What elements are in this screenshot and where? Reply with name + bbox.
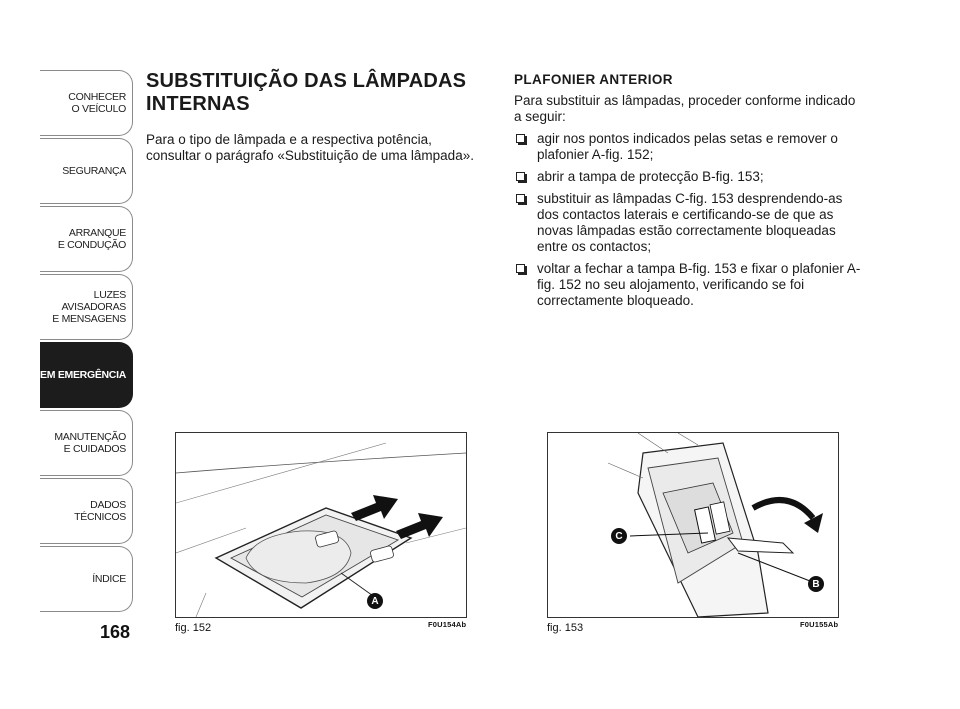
tab-em-emergencia[interactable]: EM EMERGÊNCIA bbox=[40, 342, 133, 408]
checkbox-bullet-icon bbox=[516, 172, 525, 181]
checkbox-bullet-icon bbox=[516, 264, 525, 273]
tab-conhecer-o-veiculo[interactable]: CONHECER O VEÍCULO bbox=[40, 70, 133, 136]
fig-152-caption: fig. 152 bbox=[175, 622, 212, 634]
right-column bbox=[514, 72, 864, 315]
callout-a-label: A bbox=[371, 595, 379, 607]
procedure-steps bbox=[514, 131, 864, 309]
callout-a-badge bbox=[367, 593, 383, 609]
step-item bbox=[514, 169, 864, 185]
figure-152 bbox=[175, 432, 467, 618]
tab-luzes-avisadoras[interactable]: LUZES AVISADORAS E MENSAGENS bbox=[40, 274, 133, 340]
step-text: substituir as lâmpadas C-fig. 153 desprendendo-as dos contactos laterais e certificando-se de que as novas lâmpadas estão correctamente bloqueadas entre os contactos; bbox=[537, 191, 843, 254]
intro-text: Para o tipo de lâmpada e a respectiva potência, consultar o parágrafo «Substituição de uma lâmpada». bbox=[146, 132, 474, 163]
page-number: 168 bbox=[100, 622, 131, 642]
step-text: voltar a fechar a tampa B-fig. 153 e fixar o plafonier A-fig. 152 no seu alojamento, verificando se foi correctamente bloqueado. bbox=[537, 261, 861, 308]
callout-b-badge bbox=[808, 576, 824, 592]
section-title: SUBSTITUIÇÃO DAS LÂMPADAS INTERNAS bbox=[146, 70, 467, 115]
callout-c-label: C bbox=[615, 530, 623, 542]
left-column bbox=[146, 70, 486, 164]
fig-153-code: F0U155Ab bbox=[800, 620, 839, 629]
tab-dados-tecnicos[interactable]: DADOS TÉCNICOS bbox=[40, 478, 133, 544]
fig-152-code: F0U154Ab bbox=[428, 620, 467, 629]
fig-153-caption: fig. 153 bbox=[547, 622, 584, 634]
step-text: abrir a tampa de protecção B-fig. 153; bbox=[537, 169, 764, 184]
subsection-title: PLAFONIER ANTERIOR bbox=[514, 72, 673, 87]
tab-indice[interactable]: ÍNDICE bbox=[40, 546, 133, 612]
step-item bbox=[514, 191, 864, 255]
tab-manutencao-e-cuidados[interactable]: MANUTENÇÃO E CUIDADOS bbox=[40, 410, 133, 476]
tab-arranque-e-conducao[interactable]: ARRANQUE E CONDUÇÃO bbox=[40, 206, 133, 272]
step-text: agir nos pontos indicados pelas setas e remover o plafonier A-fig. 152; bbox=[537, 131, 838, 162]
section-tabs bbox=[40, 70, 133, 614]
checkbox-bullet-icon bbox=[516, 134, 525, 143]
callout-b-label: B bbox=[812, 578, 820, 590]
lamp-replacement-illustration bbox=[548, 433, 838, 617]
procedure-intro: Para substituir as lâmpadas, proceder conforme indicado a seguir: bbox=[514, 93, 856, 124]
figure-153 bbox=[547, 432, 839, 618]
step-item bbox=[514, 261, 864, 309]
checkbox-bullet-icon bbox=[516, 194, 525, 203]
ceiling-lamp-illustration bbox=[176, 433, 466, 617]
callout-c-badge bbox=[611, 528, 627, 544]
tab-seguranca[interactable]: SEGURANÇA bbox=[40, 138, 133, 204]
step-item bbox=[514, 131, 864, 163]
